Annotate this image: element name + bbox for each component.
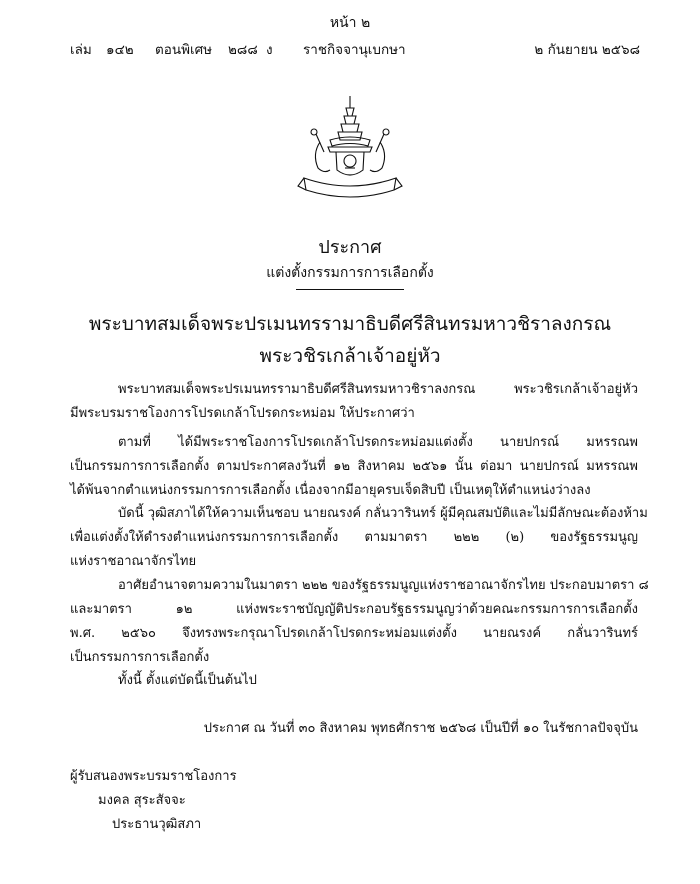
body-line: บัดนี้ วุฒิสภาได้ให้ความเห็นชอบ นายณรงค์ กลั่นวารินทร์ ผู้มีคุณสมบัติและไม่มีลักษณะต้องห้าม bbox=[118, 506, 648, 521]
royal-name bbox=[0, 308, 700, 372]
royal-name-line-2: พระวชิรเกล้าเจ้าอยู่หัว bbox=[259, 345, 441, 367]
body-line: พ.ศ. ๒๕๖๐ จึงทรงพระกรุณาโปรดเกล้าโปรดกระหม่อมแต่งตั้ง นายณรงค์ กลั่นวารินทร์ bbox=[70, 626, 638, 641]
body-line: ทั้งนี้ ตั้งแต่บัดนี้เป็นต้นไป bbox=[118, 673, 257, 688]
volume-number: ๑๔๒ bbox=[106, 42, 134, 58]
gazette-name: ราชกิจจานุเบกษา bbox=[303, 42, 406, 58]
royal-cipher-emblem-icon bbox=[290, 94, 410, 202]
body-line: ตามที่ ได้มีพระราชโองการโปรดเกล้าโปรดกระหม่อมแต่งตั้ง นายปกรณ์ มหรรณพ bbox=[118, 435, 638, 450]
countersign-name: มงคล สุระสัจจะ bbox=[98, 793, 186, 808]
section-category: ง bbox=[266, 42, 273, 58]
title-divider bbox=[296, 289, 404, 290]
body-line: เพื่อแต่งตั้งให้ดำรงตำแหน่งกรรมการการเลือกตั้ง ตามมาตรา ๒๒๒ (๒) ของรัฐธรรมนูญ bbox=[70, 530, 638, 545]
volume-label: เล่ม bbox=[70, 42, 92, 58]
announcement-title: ประกาศ bbox=[318, 237, 382, 258]
body-line: เป็นกรรมการการเลือกตั้ง bbox=[70, 650, 210, 665]
section-label: ตอนพิเศษ bbox=[155, 42, 213, 58]
royal-name-line-1: พระบาทสมเด็จพระปรเมนทรรามาธิบดีศรีสินทรมหาวชิราลงกรณ bbox=[88, 313, 612, 335]
gazette-header bbox=[70, 38, 640, 58]
countersign-label: ผู้รับสนองพระบรมราชโองการ bbox=[70, 769, 237, 784]
announcement-subtitle: แต่งตั้งกรรมการการเลือกตั้ง bbox=[266, 265, 434, 281]
body-line: อาศัยอำนาจตามความในมาตรา ๒๒๒ ของรัฐธรรมนูญแห่งราชอาณาจักรไทย ประกอบมาตรา ๘ bbox=[118, 578, 649, 593]
body-line: มีพระบรมราชโองการโปรดเกล้าโปรดกระหม่อม ให้ประกาศว่า bbox=[70, 406, 415, 421]
body-line: ได้พ้นจากตำแหน่งกรรมการการเลือกตั้ง เนื่องจากมีอายุครบเจ็ดสิบปี เป็นเหตุให้ตำแหน่งว่างลง bbox=[70, 483, 591, 498]
body-line: พระบาทสมเด็จพระปรเมนทรรามาธิบดีศรีสินทรมหาวชิราลงกรณ พระวชิรเกล้าเจ้าอยู่หัว bbox=[118, 382, 638, 397]
countersign-position: ประธานวุฒิสภา bbox=[112, 817, 202, 832]
announcement-date: ประกาศ ณ วันที่ ๓๐ สิงหาคม พุทธศักราช ๒๕๖๘ เป็นปีที่ ๑๐ ในรัชกาลปัจจุบัน bbox=[203, 721, 638, 736]
body-line: แห่งราชอาณาจักรไทย bbox=[70, 554, 197, 569]
body-line: เป็นกรรมการการเลือกตั้ง ตามประกาศลงวันที่ ๑๒ สิงหาคม ๒๕๖๑ นั้น ต่อมา นายปกรณ์ มหรรณพ bbox=[70, 459, 638, 474]
body-line: และมาตรา ๑๒ แห่งพระราชบัญญัติประกอบรัฐธรรมนูญว่าด้วยคณะกรรมการการเลือกตั้ง bbox=[70, 602, 638, 617]
issue-date: ๒ กันยายน ๒๕๖๘ bbox=[534, 42, 640, 58]
page-number: หน้า ๒ bbox=[329, 15, 371, 31]
section-number: ๒๘๘ bbox=[228, 42, 258, 58]
